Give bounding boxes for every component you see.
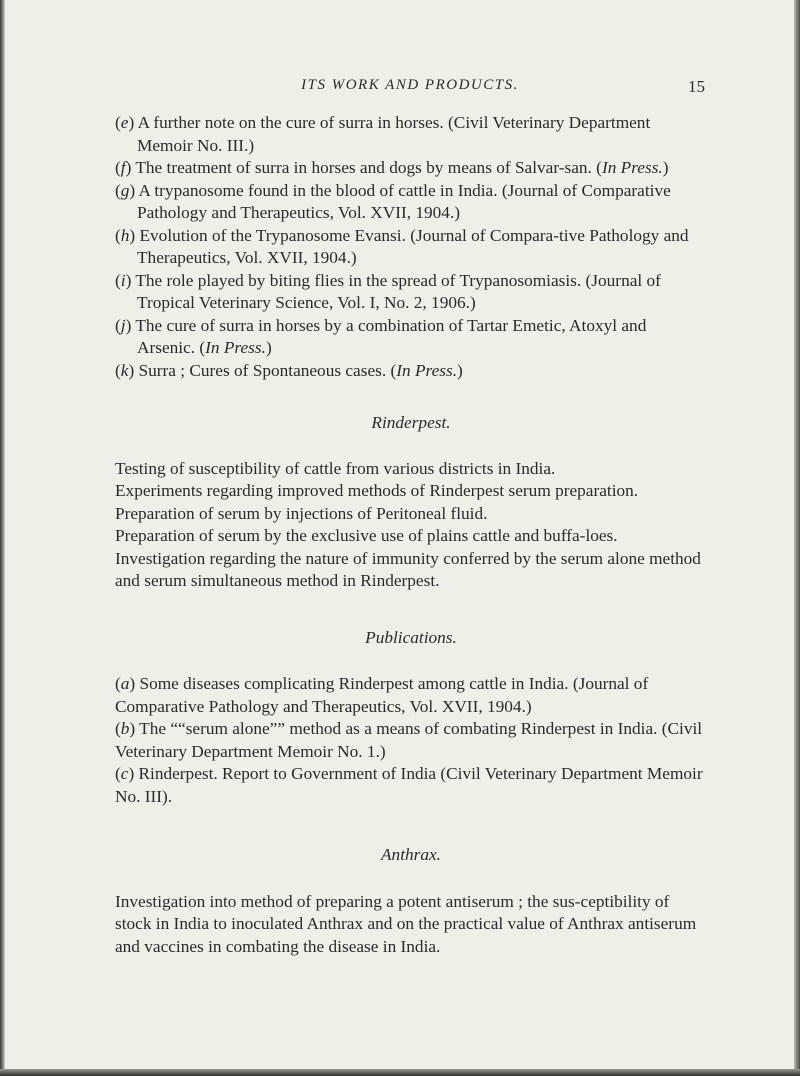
reference-note: In Press.: [205, 338, 266, 357]
paragraph: Preparation of serum by injections of Peritoneal fluid.: [115, 503, 488, 523]
paragraph: Preparation of serum by the exclusive use of plains cattle and buffa-loes.: [115, 526, 618, 545]
paragraph: Investigation into method of preparing a potent antiserum ; the sus-ceptibility of stock in India to inoculated Anthrax and on the practical value of Anthrax antiserum and vaccines in combating the disease in India.: [115, 891, 697, 956]
publication-label: c: [120, 764, 129, 783]
reference-item: (k) Surra ; Cures of Spontaneous cases. (In Press.): [115, 360, 463, 380]
reference-item: (h) Evolution of the Trypanosome Evansi. (Journal of Compara-tive Pathology and Therapeutics, Vol. XVII, 1904.): [115, 225, 689, 267]
anthrax-section: [115, 891, 707, 959]
page-header: [115, 77, 705, 101]
paragraph: Investigation regarding the nature of immunity conferred by the serum alone method and serum simultaneous method in Rinderpest.: [115, 548, 701, 590]
paragraph: Testing of susceptibility of cattle from various districts in India.: [115, 458, 556, 478]
reference-item: (e) A further note on the cure of surra in horses. (Civil Veterinary Department Memoir No. III.): [115, 113, 651, 155]
publications-section: [115, 673, 707, 808]
reference-note: In Press.: [601, 158, 663, 177]
reference-label: e: [120, 113, 129, 132]
reference-item: (j) The cure of surra in horses by a combination of Tartar Emetic, Atoxyl and Arsenic. (In Press.): [115, 315, 647, 357]
publication-label: b: [120, 719, 130, 738]
publication-text: Rinderpest. Report to Government of India (Civil Veterinary Department Memoir No. III).: [115, 764, 703, 806]
reference-text-end: ): [457, 360, 463, 380]
page-edge-left: [0, 0, 5, 1076]
rinderpest-section: [115, 458, 707, 593]
reference-label: i: [120, 270, 126, 290]
publication-item: (a) Some diseases complicating Rinderpest among cattle in India. (Journal of Comparative Pathology and Therapeutics, Vol. XVII, 1904.): [115, 674, 649, 716]
reference-text: Evolution of the Trypanosome Evansi. (Journal of Compara-tive Pathology and Therapeutics, Vol. XVII, 1904.): [137, 225, 689, 267]
reference-text: The cure of surra in horses by a combination of Tartar Emetic, Atoxyl and Arsenic. (: [135, 315, 647, 357]
reference-label: k: [120, 360, 129, 380]
reference-list: [115, 112, 707, 382]
reference-item: (i) The role played by biting flies in the spread of Trypanosomiasis. (Journal of Tropical Veterinary Science, Vol. I, No. 2, 1906.): [115, 270, 661, 312]
reference-text: The role played by biting flies in the spread of Trypanosomiasis. (Journal of Tropical Veterinary Science, Vol. I, No. 2, 1906.): [135, 270, 661, 312]
publication-label: a: [120, 674, 130, 693]
reference-label: j: [120, 315, 126, 335]
reference-item: (f) The treatment of surra in horses and dogs by means of Salvar-san. (In Press.): [115, 158, 669, 177]
publication-item: (c) Rinderpest. Report to Government of India (Civil Veterinary Department Memoir No. III).: [115, 764, 703, 806]
reference-label: h: [120, 225, 130, 245]
reference-text: A trypanosome found in the blood of cattle in India. (Journal of Comparative Pathology and Therapeutics, Vol. XVII, 1904.): [137, 180, 671, 222]
page-edge-right: [794, 0, 800, 1076]
reference-note: In Press.: [396, 360, 458, 380]
section-title-rinderpest: Rinderpest.: [371, 413, 451, 432]
publication-text: The ““serum alone”” method as a means of combating Rinderpest in India. (Civil Veterinary Department Memoir No. 1.): [115, 719, 703, 761]
page-edge-bottom: [0, 1069, 800, 1076]
running-head: ITS WORK AND PRODUCTS.: [301, 77, 519, 93]
reference-text-end: ): [662, 158, 669, 177]
reference-item: (g) A trypanosome found in the blood of cattle in India. (Journal of Comparative Pathology and Therapeutics, Vol. XVII, 1904.): [115, 180, 671, 222]
reference-text: A further note on the cure of surra in horses. (Civil Veterinary Department Memoir No. III.): [137, 113, 651, 155]
paragraph: Experiments regarding improved methods of Rinderpest serum preparation.: [115, 481, 639, 500]
publication-text: Some diseases complicating Rinderpest among cattle in India. (Journal of Comparative Pathology and Therapeutics, Vol. XVII, 1904.): [115, 674, 649, 716]
page-number: 15: [688, 77, 705, 96]
section-title-anthrax: Anthrax.: [381, 845, 441, 864]
section-title-publications: Publications.: [365, 627, 457, 647]
reference-label: g: [120, 180, 130, 200]
reference-text-end: ): [265, 338, 272, 357]
page-body: [115, 112, 707, 958]
reference-label: f: [120, 158, 126, 177]
publication-item: (b) The ““serum alone”” method as a means of combating Rinderpest in India. (Civil Veterinary Department Memoir No. 1.): [115, 719, 703, 761]
reference-text: The treatment of surra in horses and dogs by means of Salvar-san. (: [135, 158, 602, 177]
reference-text: Surra ; Cures of Spontaneous cases. (: [138, 360, 397, 380]
